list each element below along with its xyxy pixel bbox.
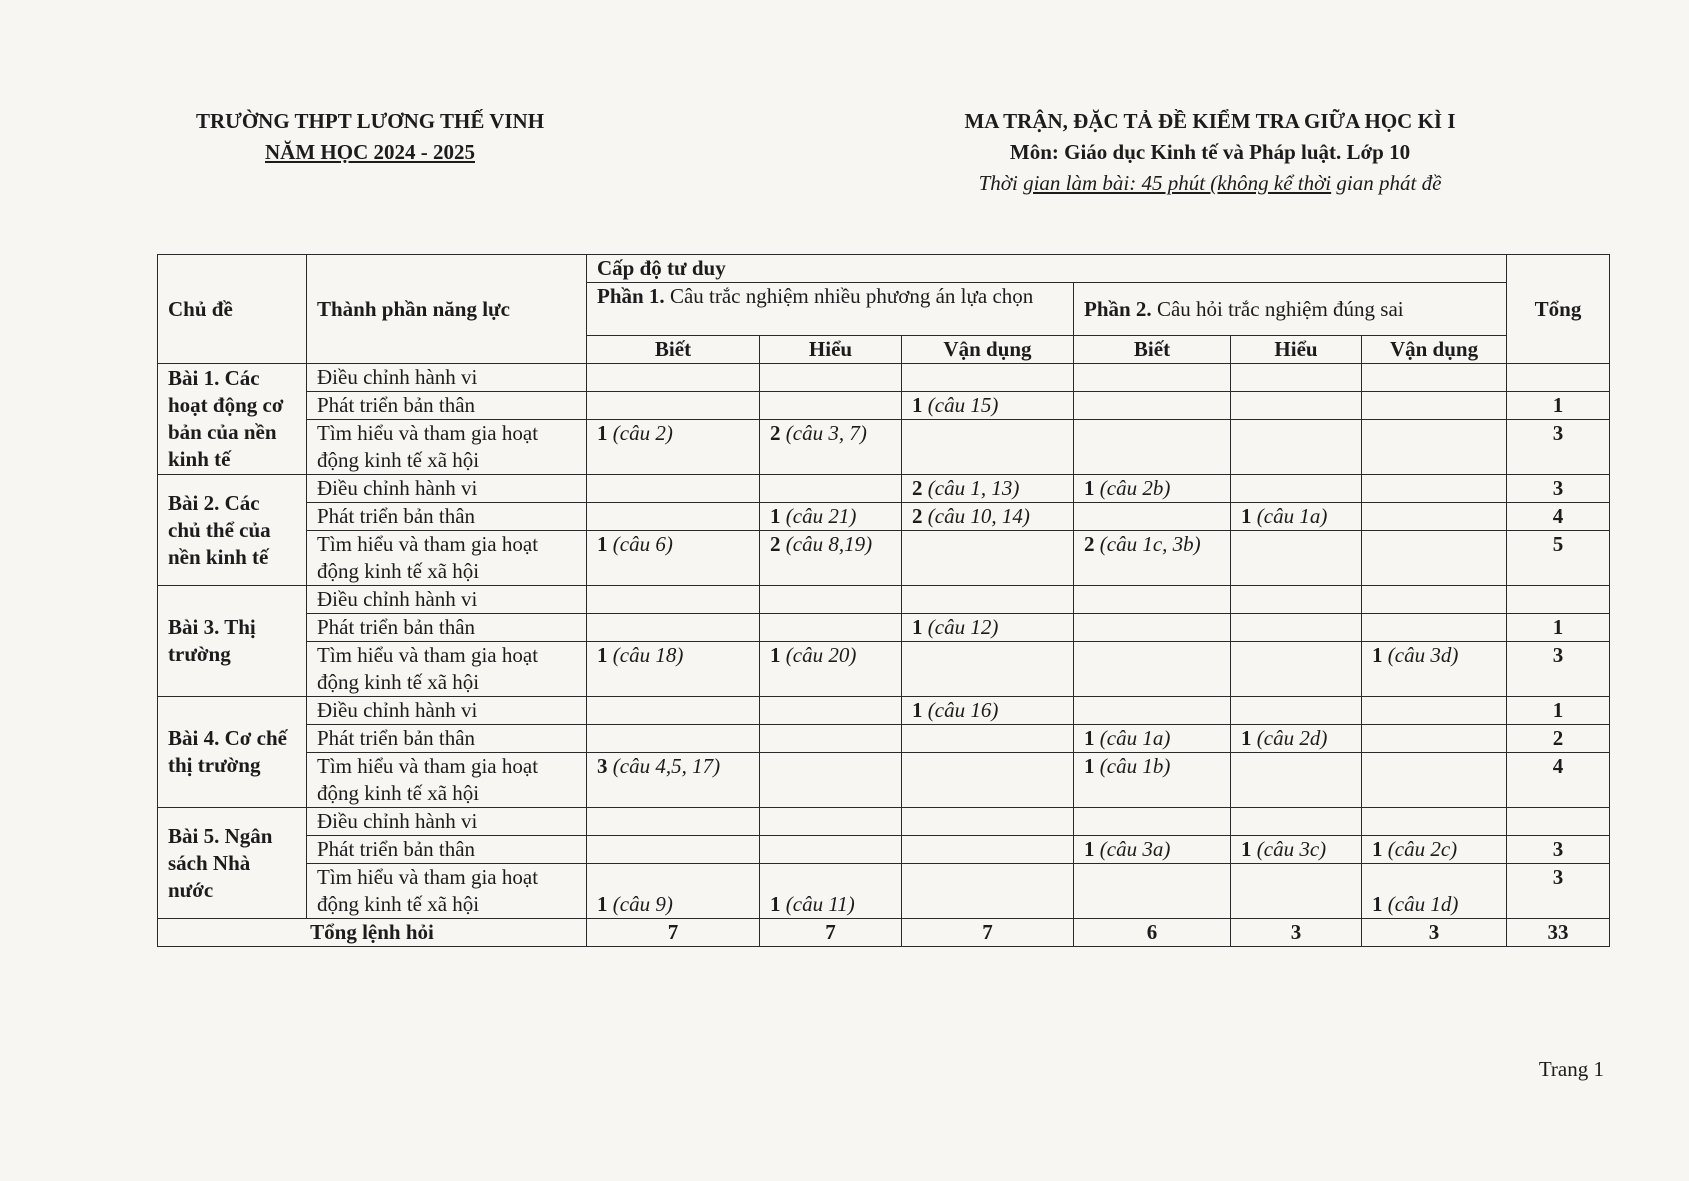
- question-count: 1: [1241, 504, 1252, 528]
- row-total: 3: [1507, 836, 1610, 864]
- matrix-cell: [1362, 475, 1507, 503]
- matrix-cell: [902, 364, 1074, 392]
- matrix-cell: [1231, 503, 1362, 531]
- question-ref: (câu 16): [922, 698, 999, 722]
- competency-cell: Điều chỉnh hành vi: [307, 586, 587, 614]
- row-total: 4: [1507, 753, 1610, 808]
- matrix-cell: [1362, 420, 1507, 475]
- topic-cell: Bài 1. Các hoạt động cơ bản của nền kinh tế: [158, 364, 307, 475]
- row-total: [1507, 586, 1610, 614]
- row-total: 1: [1507, 392, 1610, 420]
- row-total: 4: [1507, 503, 1610, 531]
- matrix-cell: [587, 364, 760, 392]
- question-ref: (câu 3, 7): [780, 421, 867, 445]
- question-ref: (câu 4,5, 17): [607, 754, 721, 778]
- question-ref: (câu 11): [780, 892, 855, 916]
- matrix-cell: [1362, 503, 1507, 531]
- sum-row: [158, 919, 1610, 947]
- matrix-cell: [902, 864, 1074, 919]
- header-part-2: [1074, 283, 1507, 336]
- exam-matrix-table: [157, 254, 1610, 947]
- matrix-cell: [902, 836, 1074, 864]
- matrix-cell: [1362, 836, 1507, 864]
- sum-value: 3: [1231, 919, 1362, 947]
- matrix-cell: [1074, 753, 1231, 808]
- matrix-cell: [760, 586, 902, 614]
- row-total: 3: [1507, 642, 1610, 697]
- matrix-cell: [902, 753, 1074, 808]
- table-row: [158, 642, 1610, 697]
- matrix-cell: [1231, 697, 1362, 725]
- question-ref: (câu 3a): [1094, 837, 1171, 861]
- matrix-cell: [760, 475, 902, 503]
- part-1-text: Câu trắc nghiệm nhiều phương án lựa chọn: [664, 284, 1034, 308]
- question-ref: (câu 10, 14): [922, 504, 1030, 528]
- table-row: [158, 725, 1610, 753]
- matrix-cell: [760, 364, 902, 392]
- matrix-cell: [760, 420, 902, 475]
- matrix-cell: [1074, 697, 1231, 725]
- question-count: 2: [770, 532, 781, 556]
- row-total: 1: [1507, 697, 1610, 725]
- matrix-cell: [902, 503, 1074, 531]
- matrix-cell: [1074, 392, 1231, 420]
- matrix-cell: [902, 725, 1074, 753]
- question-ref: (câu 2b): [1094, 476, 1171, 500]
- matrix-cell: [760, 614, 902, 642]
- matrix-cell: [587, 725, 760, 753]
- matrix-cell: [1231, 642, 1362, 697]
- time-underlined: gian làm bài: 45 phút (không kể thời: [1023, 171, 1332, 195]
- question-count: 1: [1084, 837, 1095, 861]
- matrix-cell: [760, 808, 902, 836]
- matrix-cell: [760, 725, 902, 753]
- matrix-cell: [1362, 392, 1507, 420]
- matrix-cell: [1231, 836, 1362, 864]
- header-thinking-level: Cấp độ tư duy: [587, 255, 1507, 283]
- matrix-cell: [587, 586, 760, 614]
- matrix-cell: [587, 503, 760, 531]
- competency-cell: Tìm hiểu và tham gia hoạt động kinh tế xã hội: [307, 531, 587, 586]
- topic-cell: Bài 3. Thị trường: [158, 586, 307, 697]
- part-2-label: Phần 2.: [1084, 296, 1152, 321]
- matrix-cell: [760, 642, 902, 697]
- question-ref: (câu 18): [607, 643, 684, 667]
- matrix-cell: [1231, 808, 1362, 836]
- table-row: [158, 753, 1610, 808]
- matrix-cell: [587, 864, 760, 919]
- matrix-cell: [587, 642, 760, 697]
- question-count: 1: [1372, 892, 1383, 916]
- row-total: 3: [1507, 475, 1610, 503]
- level-header-1: Hiểu: [760, 336, 902, 364]
- matrix-cell: [1074, 808, 1231, 836]
- matrix-cell: [1362, 725, 1507, 753]
- table-row: [158, 697, 1610, 725]
- matrix-cell: [1362, 364, 1507, 392]
- matrix-cell: [1362, 753, 1507, 808]
- matrix-cell: [587, 753, 760, 808]
- matrix-cell: [587, 836, 760, 864]
- question-count: 1: [1372, 837, 1383, 861]
- question-count: 1: [1372, 643, 1383, 667]
- matrix-cell: [1362, 808, 1507, 836]
- matrix-cell: [1231, 725, 1362, 753]
- matrix-cell: [1074, 586, 1231, 614]
- matrix-cell: [760, 864, 902, 919]
- competency-cell: Tìm hiểu và tham gia hoạt động kinh tế xã hội: [307, 864, 587, 919]
- time-line: [880, 168, 1540, 199]
- matrix-cell: [1231, 614, 1362, 642]
- matrix-cell: [1231, 364, 1362, 392]
- matrix-cell: [1074, 864, 1231, 919]
- question-count: 1: [1084, 754, 1095, 778]
- matrix-cell: [1362, 586, 1507, 614]
- competency-cell: Phát triển bản thân: [307, 836, 587, 864]
- time-prefix: Thời: [978, 171, 1024, 195]
- row-total: [1507, 364, 1610, 392]
- table-row: [158, 392, 1610, 420]
- question-ref: (câu 1b): [1094, 754, 1171, 778]
- matrix-cell: [902, 392, 1074, 420]
- header-topic: Chủ đề: [158, 255, 307, 364]
- level-header-4: Hiểu: [1231, 336, 1362, 364]
- header-competency: Thành phần năng lực: [307, 255, 587, 364]
- matrix-cell: [760, 697, 902, 725]
- row-total: 1: [1507, 614, 1610, 642]
- matrix-cell: [760, 531, 902, 586]
- matrix-cell: [1362, 697, 1507, 725]
- matrix-cell: [902, 586, 1074, 614]
- subject-line: Môn: Giáo dục Kinh tế và Pháp luật. Lớp 10: [1009, 140, 1411, 164]
- question-count: 2: [770, 421, 781, 445]
- question-count: 1: [597, 892, 608, 916]
- matrix-cell: [902, 808, 1074, 836]
- time-suffix: gian phát đề: [1331, 171, 1442, 195]
- matrix-cell: [587, 614, 760, 642]
- header-part-1: [587, 283, 1074, 336]
- question-ref: (câu 3d): [1382, 643, 1459, 667]
- matrix-cell: [587, 697, 760, 725]
- question-ref: (câu 9): [607, 892, 673, 916]
- matrix-cell: [587, 420, 760, 475]
- question-count: 1: [770, 504, 781, 528]
- question-count: 2: [912, 504, 923, 528]
- school-year: NĂM HỌC 2024 - 2025: [265, 140, 475, 164]
- question-count: 1: [1084, 476, 1095, 500]
- row-total: 3: [1507, 420, 1610, 475]
- competency-cell: Tìm hiểu và tham gia hoạt động kinh tế xã hội: [307, 753, 587, 808]
- table-row: [158, 808, 1610, 836]
- exam-header: [880, 106, 1540, 199]
- question-count: 1: [1241, 726, 1252, 750]
- matrix-cell: [587, 531, 760, 586]
- matrix-cell: [1074, 642, 1231, 697]
- row-total: 3: [1507, 864, 1610, 919]
- level-header-0: Biết: [587, 336, 760, 364]
- question-ref: (câu 8,19): [780, 532, 873, 556]
- question-count: 1: [597, 643, 608, 667]
- matrix-cell: [1074, 614, 1231, 642]
- sum-value: 7: [902, 919, 1074, 947]
- matrix-cell: [1074, 725, 1231, 753]
- matrix-cell: [1074, 503, 1231, 531]
- matrix-cell: [902, 475, 1074, 503]
- question-count: 1: [912, 698, 923, 722]
- competency-cell: Phát triển bản thân: [307, 725, 587, 753]
- matrix-cell: [1074, 531, 1231, 586]
- sum-label: Tổng lệnh hỏi: [158, 919, 587, 947]
- matrix-cell: [587, 392, 760, 420]
- question-ref: (câu 21): [780, 504, 857, 528]
- table-row: [158, 586, 1610, 614]
- matrix-cell: [1231, 475, 1362, 503]
- table-row: [158, 531, 1610, 586]
- matrix-cell: [760, 503, 902, 531]
- matrix-cell: [1231, 531, 1362, 586]
- level-header-5: Vận dụng: [1362, 336, 1507, 364]
- row-total: 5: [1507, 531, 1610, 586]
- matrix-cell: [1362, 642, 1507, 697]
- matrix-cell: [1362, 614, 1507, 642]
- matrix-cell: [1231, 753, 1362, 808]
- header-total: Tổng: [1507, 255, 1610, 364]
- question-count: 1: [1241, 837, 1252, 861]
- question-ref: (câu 1d): [1382, 892, 1459, 916]
- matrix-cell: [1231, 586, 1362, 614]
- matrix-cell: [1074, 836, 1231, 864]
- question-count: 3: [597, 754, 608, 778]
- document-title: MA TRẬN, ĐẶC TẢ ĐỀ KIỂM TRA GIỮA HỌC KÌ I: [964, 109, 1456, 133]
- school-name: TRƯỜNG THPT LƯƠNG THẾ VINH: [195, 109, 545, 133]
- sum-value: 7: [587, 919, 760, 947]
- row-total: 2: [1507, 725, 1610, 753]
- question-ref: (câu 20): [780, 643, 857, 667]
- part-1-label: Phần 1.: [597, 284, 665, 308]
- competency-cell: Điều chỉnh hành vi: [307, 475, 587, 503]
- matrix-cell: [760, 836, 902, 864]
- question-ref: (câu 12): [922, 615, 999, 639]
- matrix-cell: [1231, 864, 1362, 919]
- competency-cell: Điều chỉnh hành vi: [307, 808, 587, 836]
- question-count: 2: [1084, 532, 1095, 556]
- matrix-cell: [902, 531, 1074, 586]
- topic-cell: Bài 2. Các chủ thể của nền kinh tế: [158, 475, 307, 586]
- question-ref: (câu 1a): [1094, 726, 1171, 750]
- question-ref: (câu 2): [607, 421, 673, 445]
- competency-cell: Phát triển bản thân: [307, 392, 587, 420]
- table-row: [158, 836, 1610, 864]
- question-ref: (câu 1c, 3b): [1094, 532, 1201, 556]
- matrix-cell: [1074, 420, 1231, 475]
- competency-cell: Phát triển bản thân: [307, 614, 587, 642]
- question-count: 1: [597, 532, 608, 556]
- matrix-cell: [902, 642, 1074, 697]
- table-row: [158, 864, 1610, 919]
- sum-value: 3: [1362, 919, 1507, 947]
- matrix-cell: [587, 808, 760, 836]
- question-count: 1: [597, 421, 608, 445]
- question-ref: (câu 15): [922, 393, 999, 417]
- table-row: [158, 475, 1610, 503]
- question-count: 2: [912, 476, 923, 500]
- matrix-cell: [1074, 475, 1231, 503]
- page-number: Trang 1: [1538, 1057, 1604, 1081]
- matrix-cell: [902, 697, 1074, 725]
- part-2-text: Câu hỏi trắc nghiệm đúng sai: [1151, 296, 1404, 321]
- question-count: 1: [912, 393, 923, 417]
- school-header: [150, 106, 590, 168]
- row-total: [1507, 808, 1610, 836]
- question-ref: (câu 3c): [1251, 837, 1327, 861]
- question-count: 1: [1084, 726, 1095, 750]
- matrix-cell: [1362, 531, 1507, 586]
- question-ref: (câu 2c): [1382, 837, 1458, 861]
- table-row: [158, 364, 1610, 392]
- table-row: [158, 420, 1610, 475]
- question-ref: (câu 6): [607, 532, 673, 556]
- question-ref: (câu 2d): [1251, 726, 1328, 750]
- matrix-cell: [1231, 392, 1362, 420]
- competency-cell: Tìm hiểu và tham gia hoạt động kinh tế xã hội: [307, 642, 587, 697]
- question-count: 1: [770, 643, 781, 667]
- matrix-cell: [1074, 364, 1231, 392]
- topic-cell: Bài 4. Cơ chế thị trường: [158, 697, 307, 808]
- question-ref: (câu 1a): [1251, 504, 1328, 528]
- sum-value: 7: [760, 919, 902, 947]
- matrix-cell: [760, 753, 902, 808]
- competency-cell: Phát triển bản thân: [307, 503, 587, 531]
- matrix-cell: [1362, 864, 1507, 919]
- level-header-3: Biết: [1074, 336, 1231, 364]
- competency-cell: Tìm hiểu và tham gia hoạt động kinh tế xã hội: [307, 420, 587, 475]
- table-row: [158, 503, 1610, 531]
- sum-value: 6: [1074, 919, 1231, 947]
- competency-cell: Điều chỉnh hành vi: [307, 364, 587, 392]
- topic-cell: Bài 5. Ngân sách Nhà nước: [158, 808, 307, 919]
- level-header-2: Vận dụng: [902, 336, 1074, 364]
- matrix-cell: [760, 392, 902, 420]
- question-count: 1: [912, 615, 923, 639]
- matrix-cell: [1231, 420, 1362, 475]
- matrix-cell: [902, 420, 1074, 475]
- matrix-cell: [587, 475, 760, 503]
- matrix-cell: [902, 614, 1074, 642]
- competency-cell: Điều chỉnh hành vi: [307, 697, 587, 725]
- question-ref: (câu 1, 13): [922, 476, 1020, 500]
- table-row: [158, 614, 1610, 642]
- sum-value: 33: [1507, 919, 1610, 947]
- question-count: 1: [770, 892, 781, 916]
